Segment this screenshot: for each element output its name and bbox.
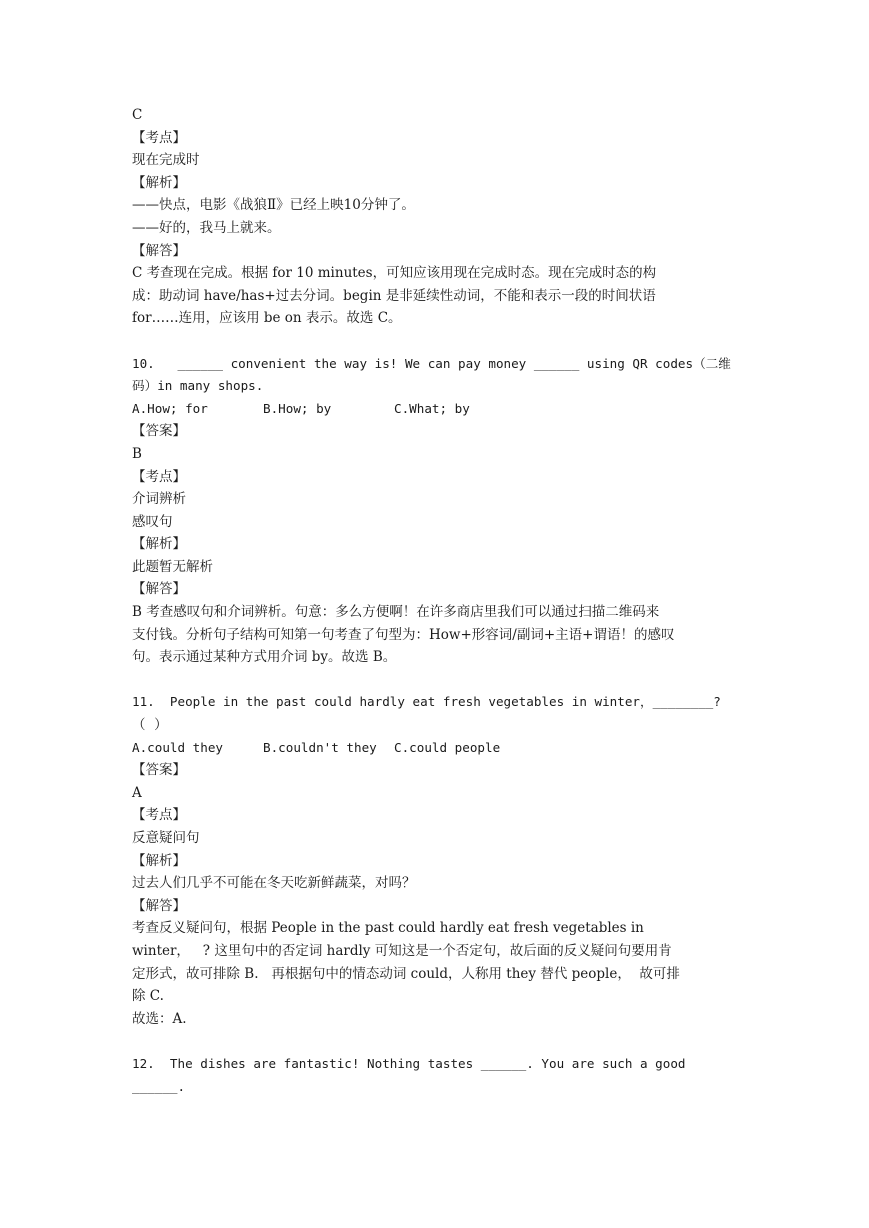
q11-option-a: A.could they [132, 739, 223, 755]
q11-kaodian: 反意疑问句 [132, 830, 200, 846]
q10-kaodian-label: 【考点】 [132, 468, 186, 485]
q11-option-c: C.could people [394, 739, 501, 755]
q10-option-a: A.How; for [132, 400, 208, 416]
q11-jieda-line-2: winter， ? 这里句中的否定词 hardly 可知这是一个否定句，故后面的反义疑问句要用肯 [132, 942, 672, 959]
q11-jieda-line-1: 考查反义疑问句，根据 People in the past could hardly eat fresh vegetables in [132, 920, 644, 937]
q9-jiexi-line-1: ——快点，电影《战狼Ⅱ》已经上映10分钟了。 [132, 197, 415, 214]
q10-option-c: C.What; by [394, 400, 470, 416]
q11-answer: A [132, 784, 142, 801]
document-page [132, 104, 738, 1098]
q9-answer: C [132, 107, 143, 123]
q10-jieda-label: 【解答】 [132, 581, 186, 598]
q10-kaodian-1: 介词辨析 [132, 491, 186, 508]
q10-answer: B [132, 445, 142, 462]
spacer [132, 330, 738, 353]
q10-option-b: B.How; by [263, 400, 332, 416]
q12-stem-line-1: 12. The dishes are fantastic! Nothing tastes ______. You are such a good [132, 1055, 686, 1071]
q10-jieda-line-2: 支付钱。分析句子结构可知第一句考查了句型为：How+形容词/副词+主语+谓语！的感叹 [132, 626, 675, 643]
spacer [132, 1030, 738, 1053]
q9-jiexi-line-2: ——好的，我马上就来。 [132, 219, 281, 236]
q9-kaodian: 现在完成时 [132, 152, 200, 169]
q11-jieda-label: 【解答】 [132, 897, 186, 914]
q9-jieda-line-1: C 考查现在完成。根据 for 10 minutes，可知应该用现在完成时态。现在完成时态的构 [132, 265, 657, 282]
q9-jieda-line-3: for……连用，应该用 be on 表示。故选 C。 [132, 310, 402, 327]
q10-jieda-line-3: 句。表示通过某种方式用介词 by。故选 B。 [132, 649, 397, 666]
q11-stem-line-1: 11. People in the past could hardly eat fresh vegetables in winter，________? [132, 694, 721, 710]
q9-jieda-label: 【解答】 [132, 242, 186, 259]
q10-kaodian-2: 感叹句 [132, 513, 173, 530]
q10-daan-label: 【答案】 [132, 423, 186, 440]
q11-jieda-line-3: 定形式，故可排除 B. 再根据句中的情态动词 could，人称用 they 替代 people， 故可排 [132, 965, 680, 982]
q11-jiexi: 过去人们几乎不可能在冬天吃新鲜蔬菜，对吗？ [132, 875, 416, 892]
spacer [132, 669, 738, 692]
q10-stem-line-2: 码）in many shops. [132, 378, 264, 394]
q10-jieda-line-1: B 考查感叹句和介词辨析。句意：多么方便啊！在许多商店里我们可以通过扫描二维码来 [132, 604, 660, 621]
q11-jieda-line-4: 除 C. [132, 988, 164, 1005]
q11-kaodian-label: 【考点】 [132, 807, 186, 824]
q9-jieda-line-2: 成：助动词 have/has+过去分词。begin 是非延续性动词，不能和表示一段的时间状语 [132, 287, 656, 304]
q11-option-b: B.couldn't they [263, 739, 377, 755]
q11-jiexi-label: 【解析】 [132, 852, 186, 869]
q10-jiexi: 此题暂无解析 [132, 558, 213, 575]
q11-options [132, 737, 738, 760]
q10-options [132, 398, 738, 421]
q11-daan-label: 【答案】 [132, 762, 186, 779]
q9-kaodian-label: 【考点】 [132, 129, 186, 146]
q10-jiexi-label: 【解析】 [132, 536, 186, 553]
q11-stem-line-2: （ ） [132, 717, 168, 734]
q12-stem-line-2: ______. [132, 1078, 186, 1094]
q11-jieda-line-5: 故选：A. [132, 1010, 187, 1027]
q9-jiexi-label: 【解析】 [132, 174, 186, 191]
q10-stem-line-1: 10. ______ convenient the way is! We can pay money ______ using QR codes（二维 [132, 355, 731, 371]
